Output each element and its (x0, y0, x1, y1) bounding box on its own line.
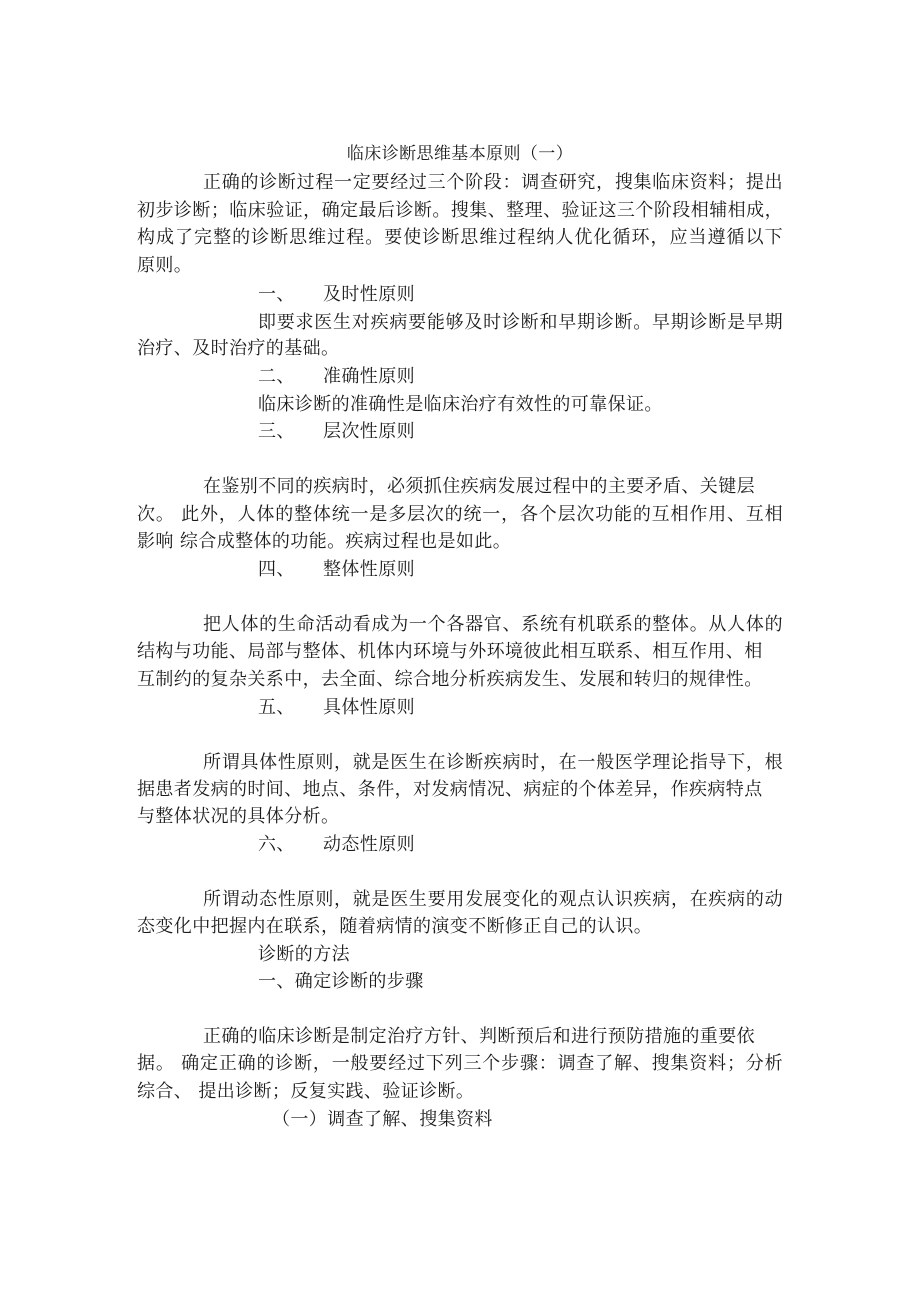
principle-heading: 具体性原则 (323, 697, 415, 718)
principle-body-line: 即要求医生对疾病要能够及时诊断和早期诊断。早期诊断是早期 (258, 312, 783, 333)
principle-number: 六、 (258, 834, 295, 855)
principle-body-line: 态变化中把握内在联系，随着病情的演变不断修正自己的认识。 (137, 916, 653, 937)
section-heading: 诊断的方法 (258, 944, 350, 965)
intro-line: 原则。 (137, 255, 193, 276)
document-title: 临床诊断思维基本原则（一） (346, 144, 574, 164)
principle-heading: 整体性原则 (323, 559, 415, 580)
principle-body-line: 结构与功能、局部与整体、机体内环境与外环境彼此相互联系、相互作用、相 (137, 641, 763, 662)
principle-body-line: 把人体的生命活动看成为一个各器官、系统有机联系的整体。从人体的 (203, 614, 783, 635)
methods-body-line: 综合、 提出诊断；反复实践、验证诊断。 (137, 1081, 475, 1102)
principle-body-line: 次。 此外，人体的整体统一是多层次的统一，各个层次功能的互相作用、互相 (137, 504, 783, 525)
principle-number: 四、 (258, 559, 295, 580)
principle-number: 一、 (258, 284, 295, 305)
principle-body-line: 互制约的复杂关系中，去全面、综合地分析疾病发生、发展和转归的规律性。 (137, 669, 763, 690)
principle-body-line: 据患者发病的时间、地点、条件，对发病情况、病症的个体差异，作疾病特点 (137, 779, 763, 800)
methods-body-line: 据。 确定正确的诊断，一般要经过下列三个步骤：调查了解、搜集资料；分析 (137, 1053, 783, 1074)
principle-number: 三、 (258, 421, 295, 442)
subsection-heading: 一、确定诊断的步骤 (258, 971, 424, 992)
principle-body-line: 临床诊断的准确性是临床治疗有效性的可靠保证。 (258, 394, 663, 415)
principle-body-line: 治疗、及时治疗的基础。 (137, 338, 340, 359)
principle-body-line: 所谓具体性原则，就是医生在诊断疾病时，在一般医学理论指导下，根 (203, 752, 783, 773)
principle-body-line: 所谓动态性原则，就是医生要用发展变化的观点认识疾病，在疾病的动 (203, 889, 783, 910)
principle-heading: 动态性原则 (323, 834, 415, 855)
intro-line: 正确的诊断过程一定要经过三个阶段：调查研究，搜集临床资料；提出 (203, 172, 783, 193)
principle-heading: 层次性原则 (323, 421, 415, 442)
principle-number: 二、 (258, 366, 295, 387)
methods-body-line: 正确的临床诊断是制定治疗方针、判断预后和进行预防措施的重要依 (203, 1026, 755, 1047)
intro-line: 构成了完整的诊断思维过程。要使诊断思维过程纳人优化循环，应当遵循以下 (137, 227, 783, 248)
principle-heading: 准确性原则 (323, 366, 415, 387)
intro-line: 初步诊断；临床验证，确定最后诊断。搜集、整理、验证这三个阶段相辅相成， (137, 200, 783, 221)
subsection-heading: （一）调查了解、搜集资料 (272, 1109, 493, 1130)
principle-body-line: 与整体状况的具体分析。 (137, 806, 340, 827)
principle-number: 五、 (258, 697, 295, 718)
principle-body-line: 在鉴别不同的疾病时，必须抓住疾病发展过程中的主要矛盾、关键层 (203, 476, 755, 497)
principle-body-line: 影响 综合成整体的功能。疾病过程也是如此。 (137, 531, 512, 552)
principle-heading: 及时性原则 (323, 284, 415, 305)
